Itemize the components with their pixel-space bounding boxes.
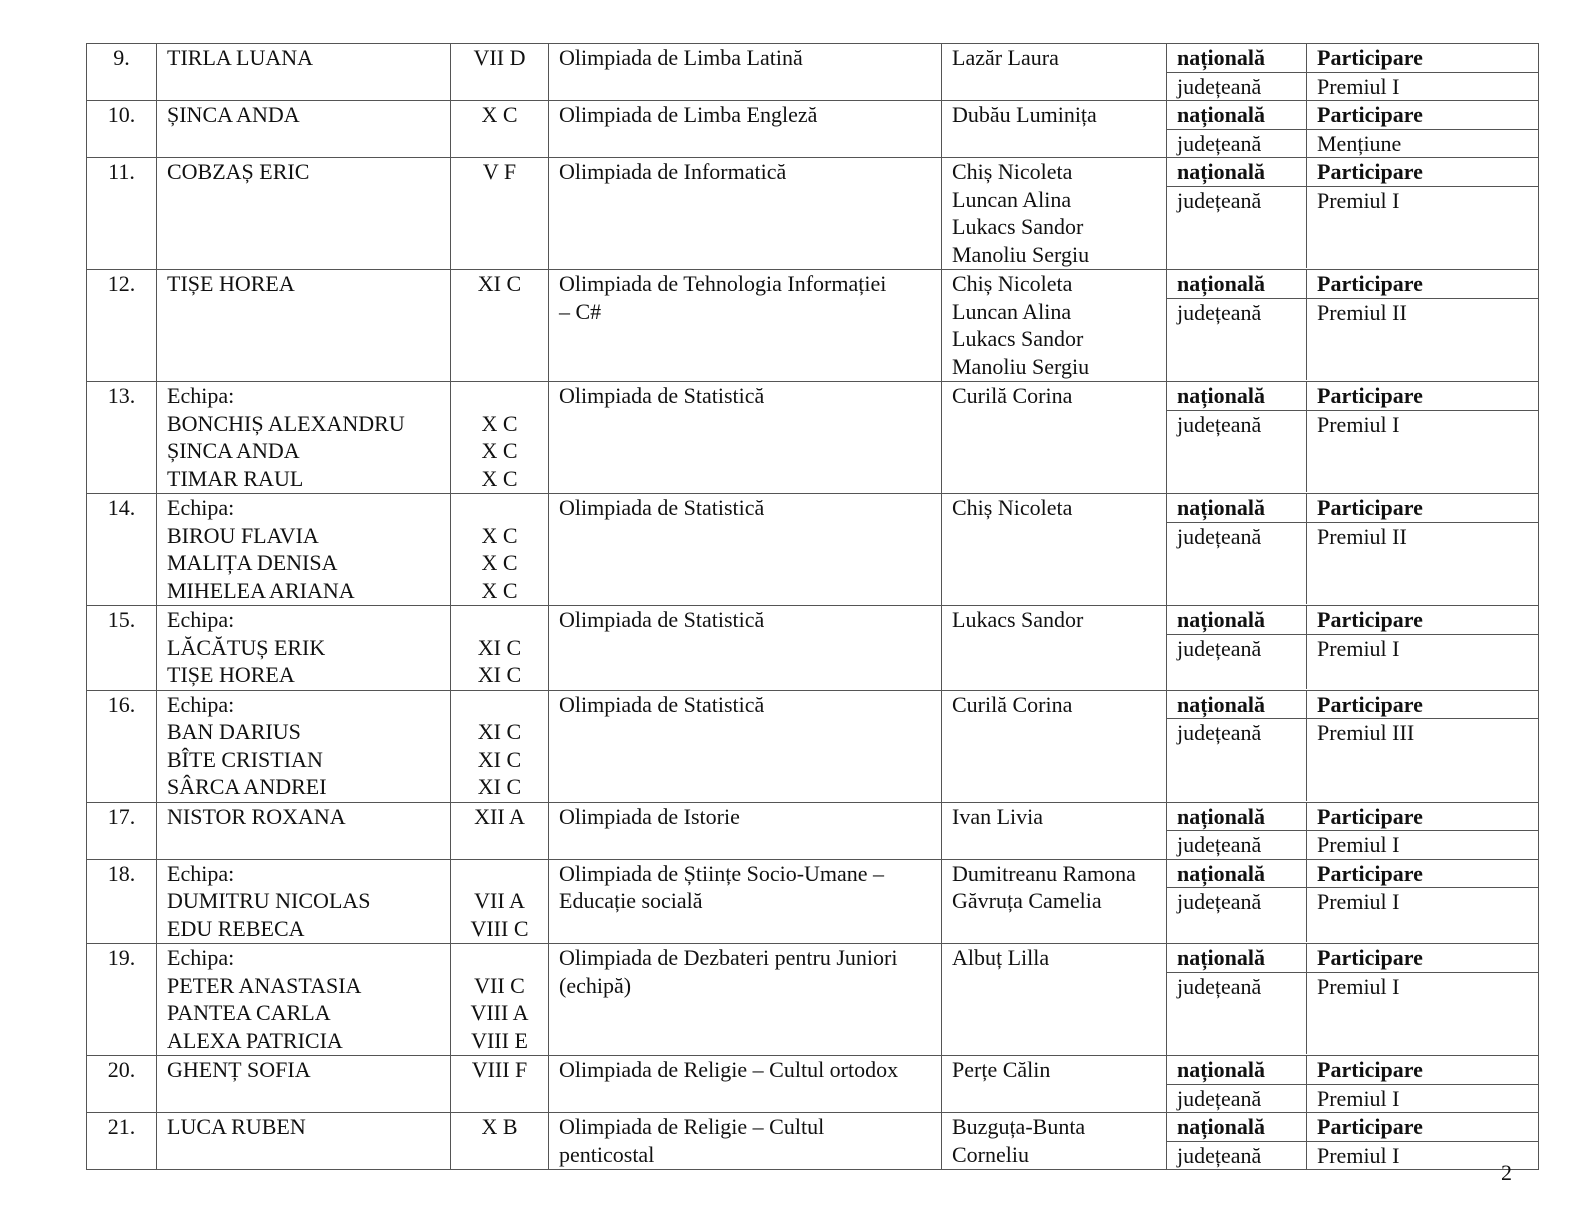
competition-level: națională	[1167, 494, 1307, 522]
student-name: ȘINCA ANDA	[167, 102, 300, 127]
row-number-text: 21.	[107, 1114, 136, 1139]
competition-level: națională	[1167, 44, 1307, 72]
student-name: TIȘE HOREA	[167, 662, 295, 687]
student-name: DUMITRU NICOLAS	[167, 888, 371, 913]
table-row	[87, 859, 1539, 944]
teacher-name: Curilă Corina	[952, 691, 1073, 717]
competition-level: națională	[1167, 382, 1307, 410]
table-row	[87, 270, 1539, 382]
teacher-name: Găvruța Camelia	[952, 888, 1102, 913]
competition-level: națională	[1167, 1113, 1307, 1141]
row-number	[87, 944, 157, 1056]
row-number-text: 10.	[107, 102, 136, 127]
row-number-text: 16.	[107, 691, 136, 717]
student-class	[451, 860, 548, 888]
competition-level: națională	[1167, 270, 1307, 298]
competition-level: județeană	[1167, 411, 1307, 493]
teacher-name: Chiș Nicoleta	[952, 495, 1073, 520]
award: Participare	[1317, 45, 1423, 70]
student-class: XI C	[477, 662, 522, 687]
teacher-names	[942, 44, 1167, 101]
teacher-name: Perțe Călin	[952, 1057, 1051, 1082]
teacher-names	[942, 606, 1167, 691]
olympiad-line: Olimpiada de Limba Latină	[559, 45, 803, 70]
result-county	[1167, 831, 1538, 859]
student-class: XII A	[474, 803, 525, 829]
student-name: LĂCĂTUȘ ERIK	[167, 634, 326, 660]
row-number	[87, 606, 157, 691]
result-county	[1167, 130, 1538, 158]
student-class: X C	[481, 465, 518, 491]
teacher-names	[942, 494, 1167, 606]
student-names	[157, 494, 451, 606]
teacher-names	[942, 158, 1167, 270]
olympiad-line: – C#	[559, 298, 602, 324]
result-county	[1167, 523, 1538, 605]
result-national	[1167, 860, 1538, 889]
results-cell	[1167, 606, 1539, 691]
competition-level: națională	[1167, 158, 1307, 186]
olympiad-line: Olimpiada de Informatică	[559, 159, 787, 184]
student-class: VIII E	[471, 1027, 528, 1053]
student-class	[451, 382, 548, 410]
award: Mențiune	[1317, 130, 1402, 156]
results-cell	[1167, 1056, 1539, 1113]
student-name: BAN DARIUS	[167, 719, 301, 744]
award: Participare	[1317, 271, 1423, 296]
results-cell	[1167, 270, 1539, 382]
teacher-name: Curilă Corina	[952, 383, 1073, 408]
olympiad-name	[549, 101, 942, 158]
row-number	[87, 690, 157, 802]
student-names	[157, 44, 451, 101]
results-cell	[1167, 494, 1539, 606]
row-number-text: 11.	[108, 159, 135, 184]
competition-level: națională	[1167, 101, 1307, 129]
student-names	[157, 158, 451, 270]
teacher-name: Albuț Lilla	[952, 945, 1050, 970]
olympiad-line: Olimpiada de Statistică	[559, 691, 765, 717]
teacher-name: Lukacs Sandor	[952, 326, 1084, 351]
student-class: VII A	[474, 888, 525, 913]
table-row	[87, 944, 1539, 1056]
student-name: ALEXA PATRICIA	[167, 1027, 343, 1053]
student-name: COBZAȘ ERIC	[167, 159, 310, 184]
student-class: VIII F	[471, 1057, 528, 1082]
results-cell	[1167, 382, 1539, 494]
award: Participare	[1317, 860, 1423, 886]
competition-level: națională	[1167, 944, 1307, 972]
teacher-names	[942, 270, 1167, 382]
student-classes	[451, 802, 549, 859]
competition-level: județeană	[1167, 719, 1307, 801]
student-class: XI C	[477, 271, 522, 296]
result-national	[1167, 101, 1538, 130]
row-number-text: 15.	[107, 607, 136, 632]
page-number: 2	[1501, 1160, 1512, 1185]
table-row	[87, 690, 1539, 802]
student-class	[451, 944, 548, 972]
student-name: GHENȚ SOFIA	[167, 1057, 311, 1082]
student-class: X C	[481, 550, 518, 575]
teacher-name: Buzguța-Bunta	[952, 1114, 1086, 1139]
student-classes	[451, 1056, 549, 1113]
teacher-names	[942, 859, 1167, 944]
student-classes	[451, 1113, 549, 1170]
olympiad-name	[549, 1113, 942, 1170]
award: Premiul I	[1317, 73, 1400, 99]
teacher-name: Luncan Alina	[952, 298, 1072, 324]
row-number	[87, 382, 157, 494]
result-national	[1167, 494, 1538, 523]
student-class: X C	[481, 102, 518, 127]
row-number	[87, 101, 157, 158]
student-classes	[451, 44, 549, 101]
results-cell	[1167, 1113, 1539, 1170]
olympiad-line: penticostal	[559, 1141, 655, 1167]
results-cell	[1167, 101, 1539, 158]
student-names	[157, 101, 451, 158]
teacher-name: Manoliu Sergiu	[952, 353, 1090, 379]
teacher-names	[942, 690, 1167, 802]
student-name: Echipa:	[167, 383, 235, 408]
student-class	[451, 691, 548, 719]
student-classes	[451, 606, 549, 691]
award: Participare	[1317, 102, 1423, 127]
student-names	[157, 1056, 451, 1113]
student-name: NISTOR ROXANA	[167, 803, 346, 829]
student-name: ȘINCA ANDA	[167, 438, 300, 463]
student-class: VII D	[473, 45, 526, 70]
teacher-name: Chiș Nicoleta	[952, 271, 1073, 296]
result-national	[1167, 1056, 1538, 1085]
student-name: BIROU FLAVIA	[167, 522, 319, 548]
award: Premiul I	[1317, 973, 1400, 999]
result-national	[1167, 158, 1538, 187]
student-class: X C	[481, 577, 518, 603]
award: Participare	[1317, 159, 1423, 184]
table-row	[87, 1056, 1539, 1113]
teacher-name: Ivan Livia	[952, 803, 1044, 829]
olympiad-line: Olimpiada de Statistică	[559, 383, 765, 408]
competition-level: județeană	[1167, 299, 1307, 381]
results-cell	[1167, 802, 1539, 859]
row-number-text: 13.	[107, 383, 136, 408]
olympiad-line: Olimpiada de Științe Socio-Umane –	[559, 860, 885, 886]
results-cell	[1167, 944, 1539, 1056]
table-row	[87, 382, 1539, 494]
olympiad-line: Educație socială	[559, 888, 703, 913]
student-classes	[451, 382, 549, 494]
row-number-text: 20.	[107, 1057, 136, 1082]
student-names	[157, 382, 451, 494]
student-names	[157, 1113, 451, 1170]
olympiad-line: Olimpiada de Statistică	[559, 607, 765, 632]
student-name: PETER ANASTASIA	[167, 972, 362, 998]
student-names	[157, 944, 451, 1056]
competition-level: județeană	[1167, 973, 1307, 1055]
olympiad-name	[549, 944, 942, 1056]
student-class	[451, 606, 548, 634]
result-county	[1167, 1142, 1538, 1170]
olympiad-name	[549, 606, 942, 691]
result-national	[1167, 944, 1538, 973]
student-class: X C	[481, 522, 518, 548]
results-cell	[1167, 859, 1539, 944]
result-national	[1167, 691, 1538, 720]
award: Premiul I	[1317, 1142, 1400, 1168]
award: Premiul II	[1317, 523, 1407, 549]
award: Premiul I	[1317, 635, 1400, 661]
award: Premiul I	[1317, 889, 1400, 914]
student-classes	[451, 690, 549, 802]
olympiad-name	[549, 382, 942, 494]
teacher-name: Chiș Nicoleta	[952, 159, 1073, 184]
result-county	[1167, 411, 1538, 493]
olympiad-line: (echipă)	[559, 972, 632, 998]
result-county	[1167, 888, 1538, 942]
student-classes	[451, 270, 549, 382]
student-class: V F	[482, 159, 517, 184]
award: Participare	[1317, 607, 1423, 632]
table-row	[87, 158, 1539, 270]
student-class: XI C	[477, 634, 522, 660]
olympiad-name	[549, 690, 942, 802]
result-national	[1167, 1113, 1538, 1142]
row-number	[87, 1113, 157, 1170]
table-row	[87, 1113, 1539, 1170]
teacher-name: Corneliu	[952, 1141, 1029, 1167]
row-number-text: 12.	[107, 271, 136, 296]
teacher-name: Lukacs Sandor	[952, 214, 1084, 239]
student-class: VIII C	[470, 915, 529, 941]
result-county	[1167, 635, 1538, 689]
competition-level: județeană	[1167, 187, 1307, 269]
student-name: Echipa:	[167, 945, 235, 970]
olympiad-name	[549, 494, 942, 606]
student-name: TIMAR RAUL	[167, 465, 304, 491]
table-row	[87, 494, 1539, 606]
competition-level: județeană	[1167, 130, 1307, 158]
row-number-text: 17.	[107, 803, 136, 829]
student-name: Echipa:	[167, 860, 235, 886]
student-class: X C	[481, 410, 518, 436]
olympiad-line: Olimpiada de Statistică	[559, 495, 765, 520]
table-row	[87, 802, 1539, 859]
student-classes	[451, 101, 549, 158]
student-class: XI C	[477, 746, 522, 772]
student-name: PANTEA CARLA	[167, 1000, 331, 1025]
student-name: TIRLA LUANA	[167, 45, 314, 70]
row-number-text: 19.	[107, 945, 136, 970]
award: Participare	[1317, 803, 1423, 829]
olympiad-line: Olimpiada de Istorie	[559, 803, 740, 829]
table-row	[87, 606, 1539, 691]
student-name: Echipa:	[167, 691, 235, 717]
student-name: LUCA RUBEN	[167, 1114, 306, 1139]
award: Participare	[1317, 945, 1423, 970]
award: Participare	[1317, 1057, 1423, 1082]
student-class	[451, 494, 548, 522]
student-names	[157, 859, 451, 944]
student-names	[157, 690, 451, 802]
teacher-names	[942, 802, 1167, 859]
student-classes	[451, 944, 549, 1056]
award: Participare	[1317, 495, 1423, 520]
student-names	[157, 270, 451, 382]
row-number-text: 18.	[107, 860, 136, 886]
student-name: Echipa:	[167, 495, 235, 520]
olympiad-line: Olimpiada de Limba Engleză	[559, 102, 818, 127]
student-classes	[451, 494, 549, 606]
results-cell	[1167, 158, 1539, 270]
olympiad-name	[549, 44, 942, 101]
award: Premiul I	[1317, 832, 1400, 857]
competition-level: națională	[1167, 803, 1307, 831]
competition-level: națională	[1167, 860, 1307, 888]
student-class: X C	[481, 438, 518, 463]
competition-level: națională	[1167, 606, 1307, 634]
result-national	[1167, 606, 1538, 635]
awards-table	[86, 43, 1539, 1170]
olympiad-line: Olimpiada de Dezbateri pentru Juniori	[559, 945, 898, 970]
student-name: TIȘE HOREA	[167, 271, 295, 296]
table-row	[87, 101, 1539, 158]
competition-level: județeană	[1167, 73, 1307, 101]
results-cell	[1167, 44, 1539, 101]
competition-level: județeană	[1167, 1142, 1307, 1170]
student-name: MIHELEA ARIANA	[167, 577, 355, 603]
student-name: EDU REBECA	[167, 915, 305, 941]
award: Participare	[1317, 1114, 1423, 1139]
competition-level: județeană	[1167, 888, 1307, 942]
competition-level: națională	[1167, 691, 1307, 719]
teacher-name: Lukacs Sandor	[952, 607, 1084, 632]
olympiad-name	[549, 802, 942, 859]
student-name: BONCHIȘ ALEXANDRU	[167, 410, 405, 436]
teacher-names	[942, 1056, 1167, 1113]
teacher-names	[942, 382, 1167, 494]
student-classes	[451, 859, 549, 944]
competition-level: județeană	[1167, 1085, 1307, 1113]
result-national	[1167, 803, 1538, 832]
student-name: MALIȚA DENISA	[167, 550, 338, 575]
competition-level: județeană	[1167, 635, 1307, 689]
olympiad-name	[549, 270, 942, 382]
teacher-names	[942, 101, 1167, 158]
row-number-text: 9.	[113, 45, 130, 70]
student-classes	[451, 158, 549, 270]
awards-table-body	[87, 44, 1539, 1170]
teacher-name: Lazăr Laura	[952, 45, 1059, 70]
result-county	[1167, 73, 1538, 101]
result-national	[1167, 382, 1538, 411]
student-class: XI C	[477, 719, 522, 744]
competition-level: județeană	[1167, 831, 1307, 859]
table-row	[87, 44, 1539, 101]
award: Participare	[1317, 383, 1423, 408]
student-names	[157, 802, 451, 859]
row-number	[87, 859, 157, 944]
row-number	[87, 158, 157, 270]
row-number	[87, 44, 157, 101]
row-number	[87, 802, 157, 859]
teacher-name: Dumitreanu Ramona	[952, 860, 1136, 886]
result-national	[1167, 270, 1538, 299]
row-number	[87, 494, 157, 606]
result-county	[1167, 1085, 1538, 1113]
competition-level: județeană	[1167, 523, 1307, 605]
result-county	[1167, 719, 1538, 801]
award: Premiul II	[1317, 299, 1407, 325]
results-cell	[1167, 690, 1539, 802]
award: Premiul III	[1317, 720, 1415, 745]
award: Premiul I	[1317, 187, 1400, 213]
teacher-names	[942, 1113, 1167, 1170]
student-name: Echipa:	[167, 607, 235, 632]
row-number	[87, 270, 157, 382]
competition-level: națională	[1167, 1056, 1307, 1084]
award: Participare	[1317, 691, 1423, 717]
student-name: BÎTE CRISTIAN	[167, 746, 323, 772]
row-number	[87, 1056, 157, 1113]
result-county	[1167, 973, 1538, 1055]
teacher-names	[942, 944, 1167, 1056]
result-county	[1167, 187, 1538, 269]
teacher-name: Dubău Luminița	[952, 102, 1097, 127]
award: Premiul I	[1317, 411, 1400, 437]
result-national	[1167, 44, 1538, 73]
student-name: SÂRCA ANDREI	[167, 774, 327, 799]
row-number-text: 14.	[107, 495, 136, 520]
student-names	[157, 606, 451, 691]
olympiad-line: Olimpiada de Religie – Cultul	[559, 1114, 825, 1139]
result-county	[1167, 299, 1538, 381]
student-class: XI C	[477, 774, 522, 799]
award: Premiul I	[1317, 1085, 1400, 1111]
student-class: VIII A	[470, 1000, 529, 1025]
olympiad-name	[549, 1056, 942, 1113]
olympiad-name	[549, 158, 942, 270]
olympiad-line: Olimpiada de Tehnologia Informației	[559, 271, 887, 296]
olympiad-name	[549, 859, 942, 944]
student-class: X B	[481, 1114, 518, 1139]
olympiad-line: Olimpiada de Religie – Cultul ortodox	[559, 1057, 899, 1082]
student-class: VII C	[474, 972, 525, 998]
teacher-name: Manoliu Sergiu	[952, 241, 1090, 267]
teacher-name: Luncan Alina	[952, 186, 1072, 212]
